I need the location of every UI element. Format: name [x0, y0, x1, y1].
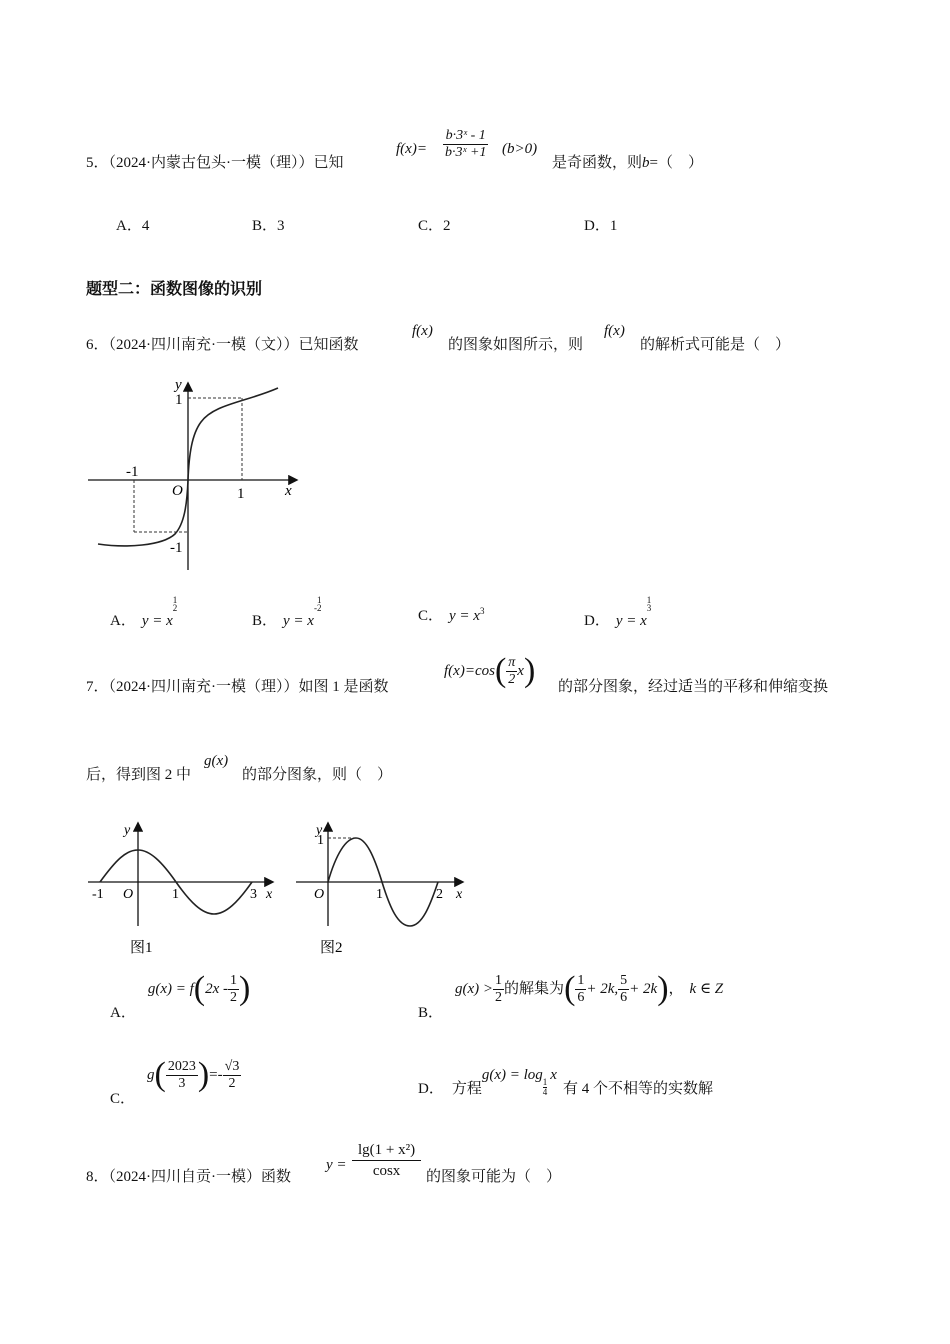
- q7-c-frac-den: 3: [178, 1075, 186, 1091]
- q5-source: （2024·内蒙古包头·一模（理））已知: [108, 155, 344, 171]
- q7-fig1-origin: O: [123, 887, 134, 902]
- q8-y: y =: [326, 1157, 347, 1173]
- q6-tick-xneg1: -1: [126, 464, 139, 480]
- q6-tick-x1: 1: [237, 486, 245, 502]
- q7-d-var: x: [550, 1067, 557, 1083]
- q7-b-f1-num: 1: [577, 972, 585, 988]
- q7-d-sub-num: 1: [542, 1077, 548, 1087]
- q7-a-frac-den: 2: [230, 989, 238, 1005]
- q5-option-d[interactable]: D．1: [584, 218, 618, 234]
- q7-func: f(x)=cos( $\frac{\pi}{2}$ x): [444, 652, 536, 689]
- q8-frac-num: lg(1 + x²): [352, 1140, 421, 1161]
- q7-fig2-x-label: x: [456, 887, 463, 902]
- q7-option-c[interactable]: C．g( $\frac{2023}{3}$ )=- $\frac{√3}{2}$: [110, 1056, 240, 1107]
- q7-d-sub-den: 4: [542, 1087, 548, 1097]
- q6-option-b[interactable]: [252, 595, 322, 630]
- q6-tick-yneg1: -1: [170, 540, 183, 556]
- q6-d-label: D．: [584, 613, 610, 629]
- q7-fig2-origin: O: [314, 887, 325, 902]
- q7-fig1: [86, 818, 282, 960]
- q7-b-p1: + 2k,: [586, 981, 619, 997]
- q5-tail: 是奇函数，则: [552, 155, 643, 171]
- q7-gx: g(x): [204, 753, 229, 769]
- q7-b-frac-den: 2: [495, 989, 503, 1005]
- q6-c-label: C．: [418, 608, 444, 624]
- q7-d-expr: g(x) = log: [481, 1067, 543, 1083]
- q7-fig2-caption: 图2: [320, 940, 343, 956]
- q5-option-b[interactable]: B．3: [252, 218, 285, 234]
- q6-a-expr: y = x: [141, 613, 173, 629]
- q7-a-inner: 2x -: [205, 981, 229, 997]
- q7-fig1-y-label: y: [124, 823, 131, 838]
- q7-func-expr: f(x)=cos: [444, 663, 495, 679]
- q7-number: 7．: [86, 679, 109, 695]
- q6-b-expr: y = x: [283, 613, 314, 629]
- q7-a-label: A．: [110, 1005, 136, 1021]
- q5-line: [86, 154, 344, 172]
- q6-curve-pos: [188, 388, 278, 480]
- q8-tail: 的图象可能为（ ）: [426, 1169, 562, 1185]
- q5-cond: (b>0): [502, 141, 538, 157]
- q7-fig2-tick-2: 2: [436, 887, 443, 902]
- q8-source: （2024·四川自贡·一模）函数: [108, 1169, 292, 1185]
- q5-b: b: [642, 155, 650, 171]
- q7-arg-num: π: [508, 654, 516, 670]
- q7-fig2-y-tick: 1: [317, 833, 324, 848]
- q6-a-label: A．: [110, 613, 136, 629]
- q7-b-frac-num: 1: [495, 972, 503, 988]
- q7-b-label: B．: [418, 1005, 444, 1021]
- q7-b-expr: g(x) >: [455, 981, 494, 997]
- q6-mid: 的图象如图所示，则: [448, 337, 584, 353]
- q6-c-exp: 3: [479, 606, 485, 616]
- q6-a-exp-num: 1: [172, 595, 178, 605]
- q7-option-b[interactable]: B．g(x) > $\frac{1}{2}$ 的解集为( $\frac{1}{6}$ + 2k, $\frac{5}{6}$ + 2k)， k ∈ Z: [418, 970, 724, 1021]
- q7-d-tail: 有 4 个不相等的实数解: [562, 1081, 713, 1097]
- q5-frac-num: b·3ˣ - 1: [443, 128, 488, 145]
- q6-d-expr: y = x: [615, 613, 647, 629]
- q6-tail: 的解析式可能是（ ）: [640, 337, 791, 353]
- q6-option-a[interactable]: [110, 595, 178, 630]
- q6-fx1: f(x): [412, 323, 433, 339]
- q7-b-k: k ∈ Z: [689, 981, 724, 997]
- q5-fraction: [443, 128, 488, 161]
- q7-b-p2: + 2k: [629, 981, 658, 997]
- q6-number: 6．: [86, 337, 109, 353]
- q7-line1: [86, 678, 389, 696]
- q6-a-exp-den: 2: [172, 603, 178, 613]
- q7-arg-den: 2: [508, 671, 516, 687]
- section-title: 题型二：函数图像的识别: [86, 279, 263, 298]
- q7-c-root-den: 2: [228, 1075, 236, 1091]
- q7-b-tail: ，: [668, 981, 684, 997]
- q7-source: （2024·四川南充·一模（理））如图 1 是函数: [108, 679, 389, 695]
- q7-line2-tail: 的部分图象，则（ ）: [242, 767, 393, 783]
- q7-line1-tail: 的部分图象，经过适当的平移和伸缩变换: [558, 679, 829, 695]
- q7-fig1-caption: 图1: [130, 940, 153, 956]
- q5-tail2: =（ ）: [649, 155, 703, 171]
- q5-option-c[interactable]: C．2: [418, 218, 451, 234]
- q5-option-a[interactable]: A．4: [116, 218, 150, 234]
- q6-b-exp-num: 1: [316, 595, 322, 605]
- q7-fig1-tick-3: 3: [250, 887, 257, 902]
- q6-source: （2024·四川南充·一模（文））已知函数: [108, 337, 359, 353]
- q6-c-expr: y = x: [449, 608, 480, 624]
- q7-fig1-x-label: x: [266, 887, 273, 902]
- q6-option-c[interactable]: [418, 604, 484, 625]
- q5-number: 5．: [86, 155, 109, 171]
- q7-b-f2-den: 6: [620, 989, 628, 1005]
- q6-origin: O: [172, 483, 183, 499]
- q7-a-frac-num: 1: [230, 972, 238, 988]
- q7-c-frac-num: 2023: [167, 1058, 196, 1074]
- q6-fx2: f(x): [604, 323, 625, 339]
- q8-fraction: [352, 1140, 421, 1181]
- q6-b-label: B．: [252, 613, 278, 629]
- q7-b-f1-den: 6: [577, 989, 585, 1005]
- q6-tick-y1: 1: [175, 392, 183, 408]
- q7-c-root-num: √3: [224, 1058, 240, 1074]
- q7-fig2: [292, 818, 472, 960]
- q7-option-d[interactable]: [418, 1066, 713, 1097]
- q7-fig2-y-label: y: [316, 823, 323, 838]
- q6-line: [86, 336, 359, 354]
- q7-b-mid: 的解集为: [504, 981, 565, 997]
- q5-func: f(x)=: [396, 141, 427, 157]
- q6-y-label: y: [175, 377, 182, 393]
- q6-d-exp-den: 3: [646, 603, 652, 613]
- q7-d-head: 方程: [451, 1081, 482, 1097]
- q5-tail-line: [552, 154, 703, 172]
- q8-number: 8．: [86, 1169, 109, 1185]
- q7-fig1-tick-neg1: -1: [92, 887, 104, 902]
- q6-b-exp-sign: -: [313, 603, 317, 613]
- q6-x-label: x: [285, 483, 292, 499]
- q7-fig1-tick-1: 1: [172, 887, 179, 902]
- q7-arg-var: x: [517, 663, 524, 679]
- q6-option-d[interactable]: [584, 595, 652, 630]
- q7-b-f2-num: 5: [620, 972, 628, 988]
- q7-c-eq: =-: [209, 1067, 223, 1083]
- q7-d-label: D．: [418, 1081, 444, 1097]
- q6-d-exp-num: 1: [646, 595, 652, 605]
- q6-graph: [86, 374, 306, 578]
- q6-b-exp-den: 2: [316, 603, 322, 613]
- q7-fig2-tick-1: 1: [376, 887, 383, 902]
- q7-option-a[interactable]: A．g(x) = f(2x - $\frac{1}{2}$ ): [110, 970, 251, 1021]
- q7-a-expr: g(x) = f: [147, 981, 194, 997]
- q8-line: [86, 1168, 291, 1186]
- q8-frac-den: cosx: [372, 1163, 401, 1179]
- q7-c-label: C．: [110, 1091, 136, 1107]
- q5-frac-den: b·3ˣ +1: [445, 145, 487, 160]
- q7-c-g: g: [147, 1067, 155, 1083]
- q7-line2-head: 后，得到图 2 中: [86, 767, 192, 783]
